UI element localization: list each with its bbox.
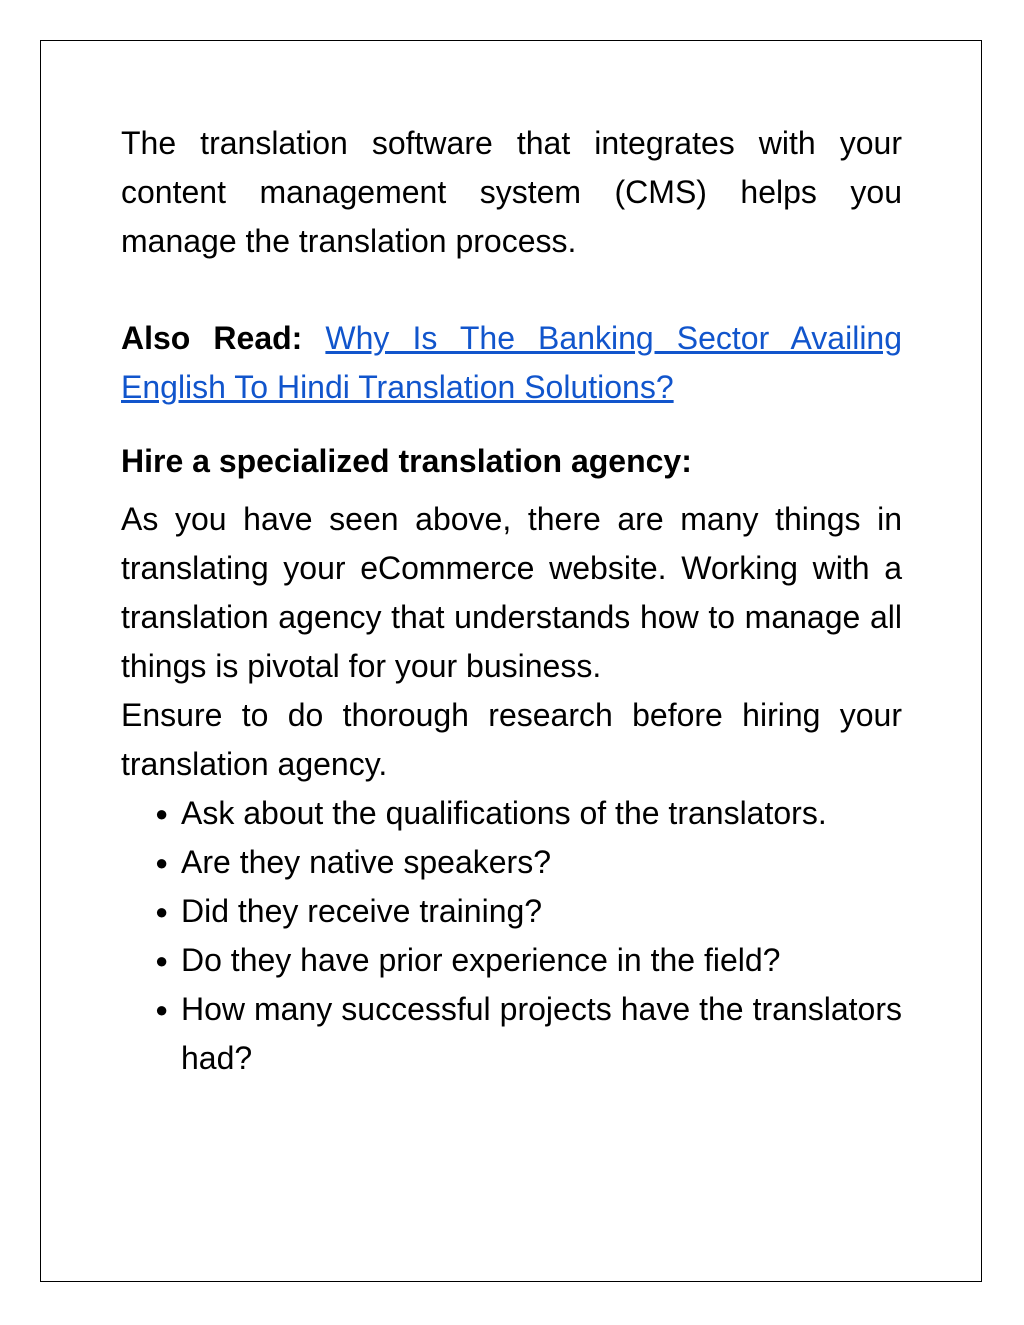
- list-item-text: Ask about the qualifications of the translators.: [181, 795, 827, 831]
- bullet-dot-icon: ●: [155, 997, 169, 1022]
- section-paragraph-2: Ensure to do thorough research before hiring your translation agency.: [121, 697, 902, 782]
- also-read-label: Also Read:: [121, 320, 303, 356]
- list-item: [121, 789, 902, 838]
- list-item: [121, 985, 902, 1083]
- document-body: [121, 119, 902, 1083]
- bullet-dot-icon: ●: [155, 948, 169, 973]
- list-item-text: Are they native speakers?: [181, 844, 551, 880]
- also-read-line: [121, 314, 902, 412]
- also-read-link[interactable]: Why Is The Banking Sector Availing English To Hindi Translation Solutions?: [121, 320, 903, 405]
- list-item: [121, 887, 902, 936]
- section-heading: Hire a specialized translation agency:: [121, 443, 692, 479]
- section-paragraph-1: As you have seen above, there are many things in translating your eCommerce website. Working with a translation agency that understands how to manage all things is pivotal for your business.: [121, 501, 902, 684]
- list-item-text: Did they receive training?: [181, 893, 543, 929]
- bullet-dot-icon: ●: [155, 899, 169, 924]
- list-item-text: How many successful projects have the translators had?: [181, 991, 902, 1076]
- bullet-list: [121, 789, 902, 1083]
- list-item: [121, 936, 902, 985]
- intro-paragraph: The translation software that integrates with your content management system (CMS) helps you manage the translation process.: [121, 125, 902, 259]
- bullet-dot-icon: ●: [155, 850, 169, 875]
- list-item: [121, 838, 902, 887]
- list-item-text: Do they have prior experience in the field?: [181, 942, 781, 978]
- bullet-dot-icon: ●: [155, 801, 169, 826]
